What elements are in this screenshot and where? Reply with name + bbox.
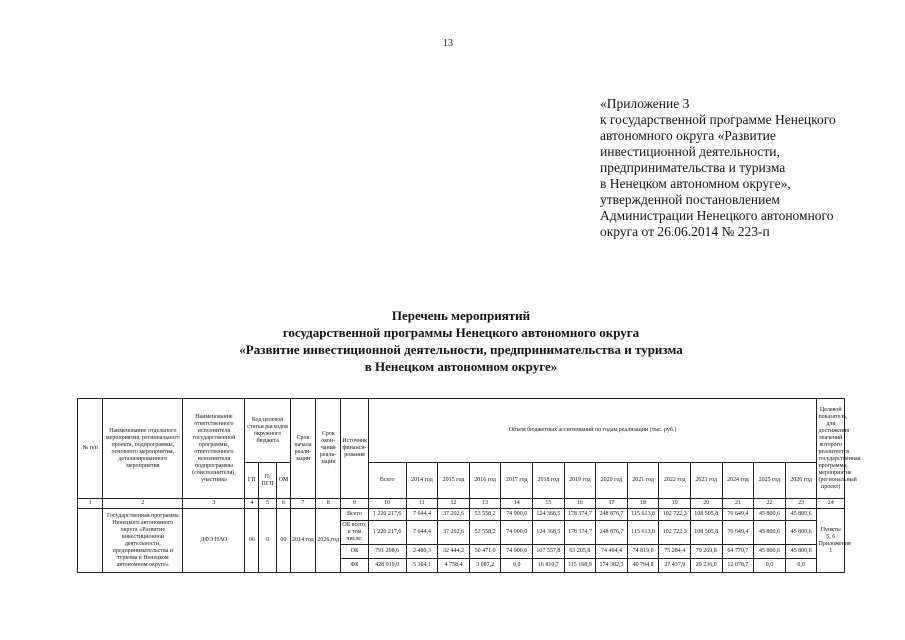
cell-source: ОБ всего, в том числе: (341, 521, 368, 545)
header-year: 2016 год (469, 463, 501, 499)
column-number: 14 (501, 499, 533, 509)
header-end: Срок окон-чания реали-зации (316, 399, 341, 499)
cell-gp: 06 (245, 509, 259, 573)
cell-value: 53 558,2 (469, 521, 501, 545)
column-number: 9 (341, 499, 368, 509)
header-year: 2026 год (785, 463, 817, 499)
cell-value: 115 613,8 (627, 509, 659, 521)
cell-value: 108 505,8 (690, 521, 722, 545)
cell-value: 174 382,3 (596, 559, 628, 573)
column-number: 22 (754, 499, 786, 509)
cell-value: 53 558,2 (469, 509, 501, 521)
header-row (78, 399, 845, 463)
header-year: 2014 год (406, 463, 438, 499)
cell-value: 75 284,4 (659, 545, 691, 559)
cell-value: 45 800,6 (754, 521, 786, 545)
column-number: 2 (103, 499, 183, 509)
appendix-line: «Приложение 3 (600, 96, 690, 111)
cell-source: ОБ (341, 545, 368, 559)
appendix-line: округа от 26.06.2014 № 223-п (600, 224, 770, 239)
cell-value: 124 368,5 (533, 509, 565, 521)
appendix-line: к государственной программе Ненецкого (600, 112, 836, 127)
cell-end: 2026 год (316, 509, 341, 573)
cell-value: 37 202,6 (438, 509, 470, 521)
header-indicator: Целевой показатель, для достижения значений которого реализуется государственная программа, мероприятие (региональный проект) (817, 399, 845, 499)
title-line: Перечень мероприятий (391, 308, 531, 323)
column-number: 17 (596, 499, 628, 509)
cell-value: 0,0 (754, 559, 786, 573)
cell-num (78, 509, 103, 573)
cell-value: 428 919,0 (368, 559, 406, 573)
column-number: 8 (316, 499, 341, 509)
page-number: 13 (443, 38, 453, 49)
header-year: 2024 год (722, 463, 754, 499)
appendix-block (600, 96, 890, 240)
column-number: 20 (690, 499, 722, 509)
cell-value: 45 800,6 (754, 545, 786, 559)
cell-value: 12 078,7 (722, 559, 754, 573)
cell-om: 00 (277, 509, 291, 573)
column-number: 13 (469, 499, 501, 509)
cell-value: 178 374,7 (564, 521, 596, 545)
cell-value: 37 202,6 (438, 521, 470, 545)
title-line: «Развитие инвестиционной деятельности, предпринимательства и туризма (239, 342, 683, 357)
header-start: Срок начала реали-зации (290, 399, 315, 499)
cell-value: 74 900,0 (501, 545, 533, 559)
column-number: 23 (785, 499, 817, 509)
cell-value: 16 810,7 (533, 559, 565, 573)
column-number: 7 (290, 499, 315, 509)
cell-value: 791 298,6 (368, 545, 406, 559)
column-number: 18 (627, 499, 659, 509)
cell-value: 178 374,7 (564, 509, 596, 521)
cell-value: 115 613,8 (627, 521, 659, 545)
cell-value: 0,0 (785, 559, 817, 573)
header-year: 2023 год (690, 463, 722, 499)
events-table (77, 398, 861, 573)
cell-value: 45 800,6 (785, 545, 817, 559)
cell-start: 2014 год (290, 509, 315, 573)
header-year: 2021 год (627, 463, 659, 499)
cell-value: 124 368,5 (533, 521, 565, 545)
cell-value: 248 876,7 (596, 521, 628, 545)
column-number: 11 (406, 499, 438, 509)
cell-value: 79 269,8 (690, 545, 722, 559)
header-year: 2015 год (438, 463, 470, 499)
column-number: 5 (259, 499, 277, 509)
cell-value: 45 800,6 (754, 509, 786, 521)
cell-source: ФБ (341, 559, 368, 573)
appendix-line: в Ненецком автономном округе», (600, 176, 791, 191)
column-number: 21 (722, 499, 754, 509)
document-title (150, 307, 772, 375)
cell-value: 1 220 217,6 (368, 509, 406, 521)
cell-value: 102 722,3 (659, 509, 691, 521)
cell-value: 1 220 217,6 (368, 521, 406, 545)
appendix-line: утвержденной постановлением (600, 192, 780, 207)
cell-value: 5 164,1 (406, 559, 438, 573)
header-executor: Наименование ответственного исполнителя государственной программы, ответственного исполнителя подпрограммы (соисполнителя), участника (183, 399, 245, 499)
header-total: Всего (368, 463, 406, 499)
cell-value: 29 236,0 (690, 559, 722, 573)
header-ptp: П/ПГП (259, 463, 277, 499)
title-line: государственной программы Ненецкого автономного округа (282, 325, 640, 340)
cell-value: 63 205,8 (564, 545, 596, 559)
cell-value: 74 900,0 (501, 509, 533, 521)
header-year: 2020 год (596, 463, 628, 499)
column-number: 3 (183, 499, 245, 509)
column-number: 10 (368, 499, 406, 509)
appendix-line: инвестиционной деятельности, (600, 144, 780, 159)
cell-value: 32 444,2 (438, 545, 470, 559)
column-number: 1 (78, 499, 103, 509)
title-line: в Ненецком автономном округе» (364, 359, 558, 374)
cell-value: 74 819,0 (627, 545, 659, 559)
cell-value: 50 471,0 (469, 545, 501, 559)
cell-value: 115 168,9 (564, 559, 596, 573)
column-number: 15 (533, 499, 565, 509)
column-number: 6 (277, 499, 291, 509)
header-num: № п/п (78, 399, 103, 499)
header-budget-code: Код целевой статьи расходов окружного бюджета (245, 399, 290, 463)
appendix-line: Администрации Ненецкого автономного (600, 208, 834, 223)
column-number: 4 (245, 499, 259, 509)
header-name: Наименование отдельного мероприятия, регионального проекта, подпрограммы, основного мероприятия, детализированного мероприятия (103, 399, 183, 499)
header-om: ОМ (277, 463, 291, 499)
header-year: 2022 год (659, 463, 691, 499)
cell-value: 107 557,8 (533, 545, 565, 559)
cell-program-name: Государственная программа Ненецкого автономного округа «Развитие инвестиционной деятельности, предпринимательства и туризма в Ненецком автономном округе» (103, 509, 183, 573)
header-volume: Объем бюджетных ассигнований по годам реализации (тыс. руб.) (368, 399, 817, 463)
cell-value: 27 437,9 (659, 559, 691, 573)
cell-ptp: 0 (259, 509, 277, 573)
cell-value: 108 505,8 (690, 509, 722, 521)
header-year: 2025 год (754, 463, 786, 499)
cell-value: 64 770,7 (722, 545, 754, 559)
table-row (78, 509, 845, 521)
header-source: Источник финанси-рования (341, 399, 368, 499)
header-gp: ГП (245, 463, 259, 499)
cell-value: 40 794,8 (627, 559, 659, 573)
header-year: 2018 год (533, 463, 565, 499)
cell-value: 76 649,4 (722, 509, 754, 521)
cell-value: 7 644,4 (406, 521, 438, 545)
column-number: 12 (438, 499, 470, 509)
cell-value: 45 800,6 (785, 509, 817, 521)
cell-value: 7 644,4 (406, 509, 438, 521)
column-number: 24 (817, 499, 845, 509)
column-number: 16 (564, 499, 596, 509)
column-number: 19 (659, 499, 691, 509)
cell-value: 0,0 (501, 559, 533, 573)
cell-indicator: Пункты 5, 6 Приложения 1 (817, 509, 845, 573)
cell-value: 45 800,6 (785, 521, 817, 545)
header-year: 2019 год (564, 463, 596, 499)
cell-value: 3 087,2 (469, 559, 501, 573)
appendix-line: предпринимательства и туризма (600, 160, 786, 175)
column-number-row (78, 499, 845, 509)
header-year: 2017 год (501, 463, 533, 499)
cell-value: 248 876,7 (596, 509, 628, 521)
appendix-line: автономного округа «Развитие (600, 128, 776, 143)
cell-source: Всего (341, 509, 368, 521)
cell-value: 4 758,4 (438, 559, 470, 573)
cell-value: 102 722,3 (659, 521, 691, 545)
cell-executor: ДФЭ НАО (183, 509, 245, 573)
cell-value: 74 900,0 (501, 521, 533, 545)
cell-value: 74 494,4 (596, 545, 628, 559)
cell-value: 2 480,3 (406, 545, 438, 559)
cell-value: 76 649,4 (722, 521, 754, 545)
